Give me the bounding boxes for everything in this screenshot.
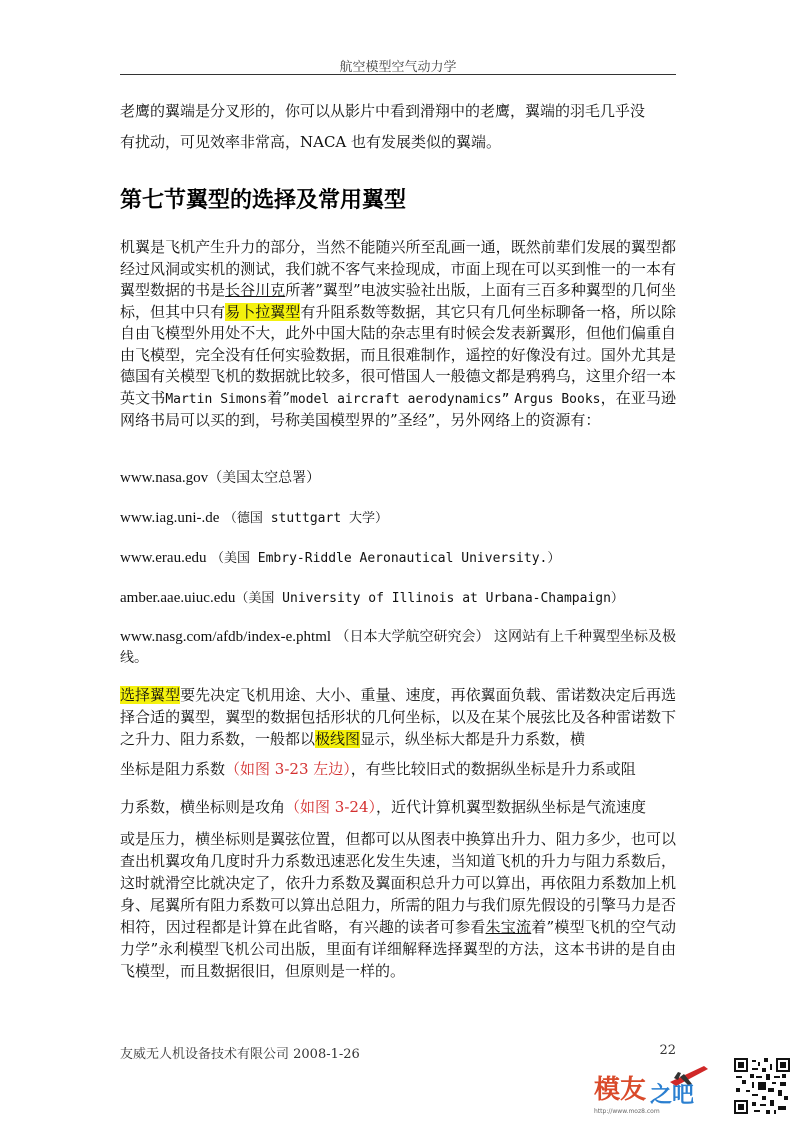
para2-text-a: 要先决定飞机用途、大小、重量、速度，再依翼面负载、雷诺数决定后再选择合适的翼型，翼型的数据包括形状的几何坐标，以及在某个展弦比及各种雷诺数下之升力、阻力系数，一般都以 bbox=[120, 686, 676, 748]
site-item bbox=[120, 627, 676, 669]
para2-text-g: 或是压力，横坐标则是翼弦位置，但都可以从图表中换算出升力、阻力多少，也可以查出机翼攻角几度时升力系数迅速恶化发生失速，当知道飞机的升力与阻力系数后，这时就滑空比就决定了，依升力系数及翼面积总升力可以算出，再依阻力系数加上机身、尾翼所有阻力系数可以算出总阻力，所需的阻力与我们原先假设的引擎马力是否相符，因过程都是计算在此省略，有兴趣的读者可参看 bbox=[120, 830, 676, 936]
para2-text-f: ，近代计算机翼型数据纵坐标是气流速度 bbox=[375, 798, 646, 816]
paragraph-airfoil-sources bbox=[120, 237, 676, 432]
logo-text-2: 之吧 bbox=[650, 1083, 695, 1108]
running-header: 航空模型空气动力学 bbox=[339, 60, 457, 75]
para2-text-d: ，有些比较旧式的数据纵坐标是升力系或阻 bbox=[350, 760, 636, 778]
author-name: 长谷川克 bbox=[225, 281, 286, 299]
site-desc: （日本大学航空研究会） 这网站有上千种翼型坐标及极线。 bbox=[120, 629, 676, 666]
intro-line-2: 有扰动，可见效率非常高，NACA 也有发展类似的翼端。 bbox=[120, 133, 502, 151]
book-author: Martin Simons bbox=[165, 391, 268, 407]
para2-text-c: 坐标是阻力系数 bbox=[120, 760, 226, 778]
highlight-select-airfoil: 选择翼型 bbox=[120, 686, 181, 704]
highlight-eppler: 易卜拉翼型 bbox=[225, 302, 301, 321]
site-item bbox=[120, 587, 676, 607]
para1-text-a: 机翼是飞机产生升力的部分，当然不能随兴所至乱画一通，既然前辈们发展的翼型都经过风洞或实机的测试，我们就不客气来捡现成，市面上现在可以买到惟一的一本有翼型数据的书是 bbox=[120, 238, 676, 299]
page-number: 22 bbox=[659, 1043, 676, 1058]
site-desc: （美国 Embry-Riddle Aeronautical University.） bbox=[210, 551, 561, 566]
site-desc: （美国 University of Illinois at Urbana-Champaign） bbox=[235, 591, 624, 606]
para1-text-i: ，在亚马逊网络书局可以买的到，号称美国模型界的”圣经”，另外网络上的资源有： bbox=[120, 388, 676, 429]
para1-text-c: 有升阻系数等数据，其它只有几何坐标聊备一格，所以除自由飞模型外用处不大，此外中国大陆的杂志里有时候会发表新翼形，但他们偏重自由飞模型，完全没有任何实验数据，而且很难制作，遥控的好像没有过。国外尤其是德国有关模型飞机的数据就比较多，很可惜国人一般德文都是鸦鸦乌，这里介绍一本英文书 bbox=[120, 302, 676, 407]
intro-paragraph bbox=[120, 96, 676, 158]
para2-text-b: 显示，纵坐标大都是升力系数，横 bbox=[360, 730, 586, 748]
para1-text-e: 着” bbox=[267, 388, 291, 407]
site-url[interactable]: www.iag.uni-.de bbox=[120, 510, 220, 526]
highlight-polar-chart: 极线图 bbox=[315, 730, 361, 748]
paragraph-select-airfoil-2 bbox=[120, 828, 676, 982]
figure-ref-3-24[interactable]: （如图 3-24） bbox=[285, 798, 376, 816]
footer-company: 友威无人机设备技术有限公司 2008-1-26 bbox=[120, 1047, 360, 1062]
site-url[interactable]: amber.aae.uiuc.edu bbox=[120, 590, 236, 606]
site-item bbox=[120, 547, 676, 567]
header-rule bbox=[120, 74, 676, 75]
site-desc: （德国 stuttgart 大学） bbox=[223, 511, 388, 526]
para1-text-b: 所著”翼型”电波实验社出版，上面有三百多种翼型的几何坐标，但其中只有 bbox=[120, 281, 676, 321]
paragraph-line-fig-23 bbox=[120, 758, 676, 779]
site-item bbox=[120, 467, 676, 487]
site-item bbox=[120, 507, 676, 527]
logo-text: 模友 bbox=[594, 1075, 647, 1105]
book-publisher: Argus Books bbox=[514, 391, 601, 407]
site-desc: （美国太空总署） bbox=[208, 470, 321, 486]
site-url[interactable]: www.nasa.gov bbox=[120, 470, 209, 486]
paragraph-select-airfoil-1 bbox=[120, 684, 676, 750]
site-logo bbox=[592, 1060, 712, 1116]
intro-line-1: 老鹰的翼端是分叉形的，你可以从影片中看到滑翔中的老鹰，翼端的羽毛几乎没 bbox=[120, 102, 646, 120]
para2-text-e: 力系数，横坐标则是攻角 bbox=[120, 798, 286, 816]
paragraph-line-fig-24 bbox=[120, 796, 676, 817]
book-title: model aircraft aerodynamics” bbox=[290, 391, 510, 407]
section-heading: 第七节翼型的选择及常用翼型 bbox=[120, 188, 407, 213]
qr-code bbox=[734, 1058, 790, 1114]
logo-url: http://www.moz8.com bbox=[594, 1108, 660, 1115]
site-url[interactable]: www.nasg.com/afdb/index-e.phtml bbox=[120, 629, 332, 645]
site-url[interactable]: www.erau.edu bbox=[120, 550, 207, 566]
author-name-2: 朱宝流 bbox=[485, 918, 532, 936]
para2-text-h: 着”模型飞机的空气动力学”永利模型飞机公司出版，里面有详细解释选择翼型的方法，这本书讲的是自由飞模型，而且数据很旧，但原则是一样的。 bbox=[120, 918, 676, 980]
figure-ref-3-23[interactable]: （如图 3-23 左边） bbox=[225, 760, 351, 778]
